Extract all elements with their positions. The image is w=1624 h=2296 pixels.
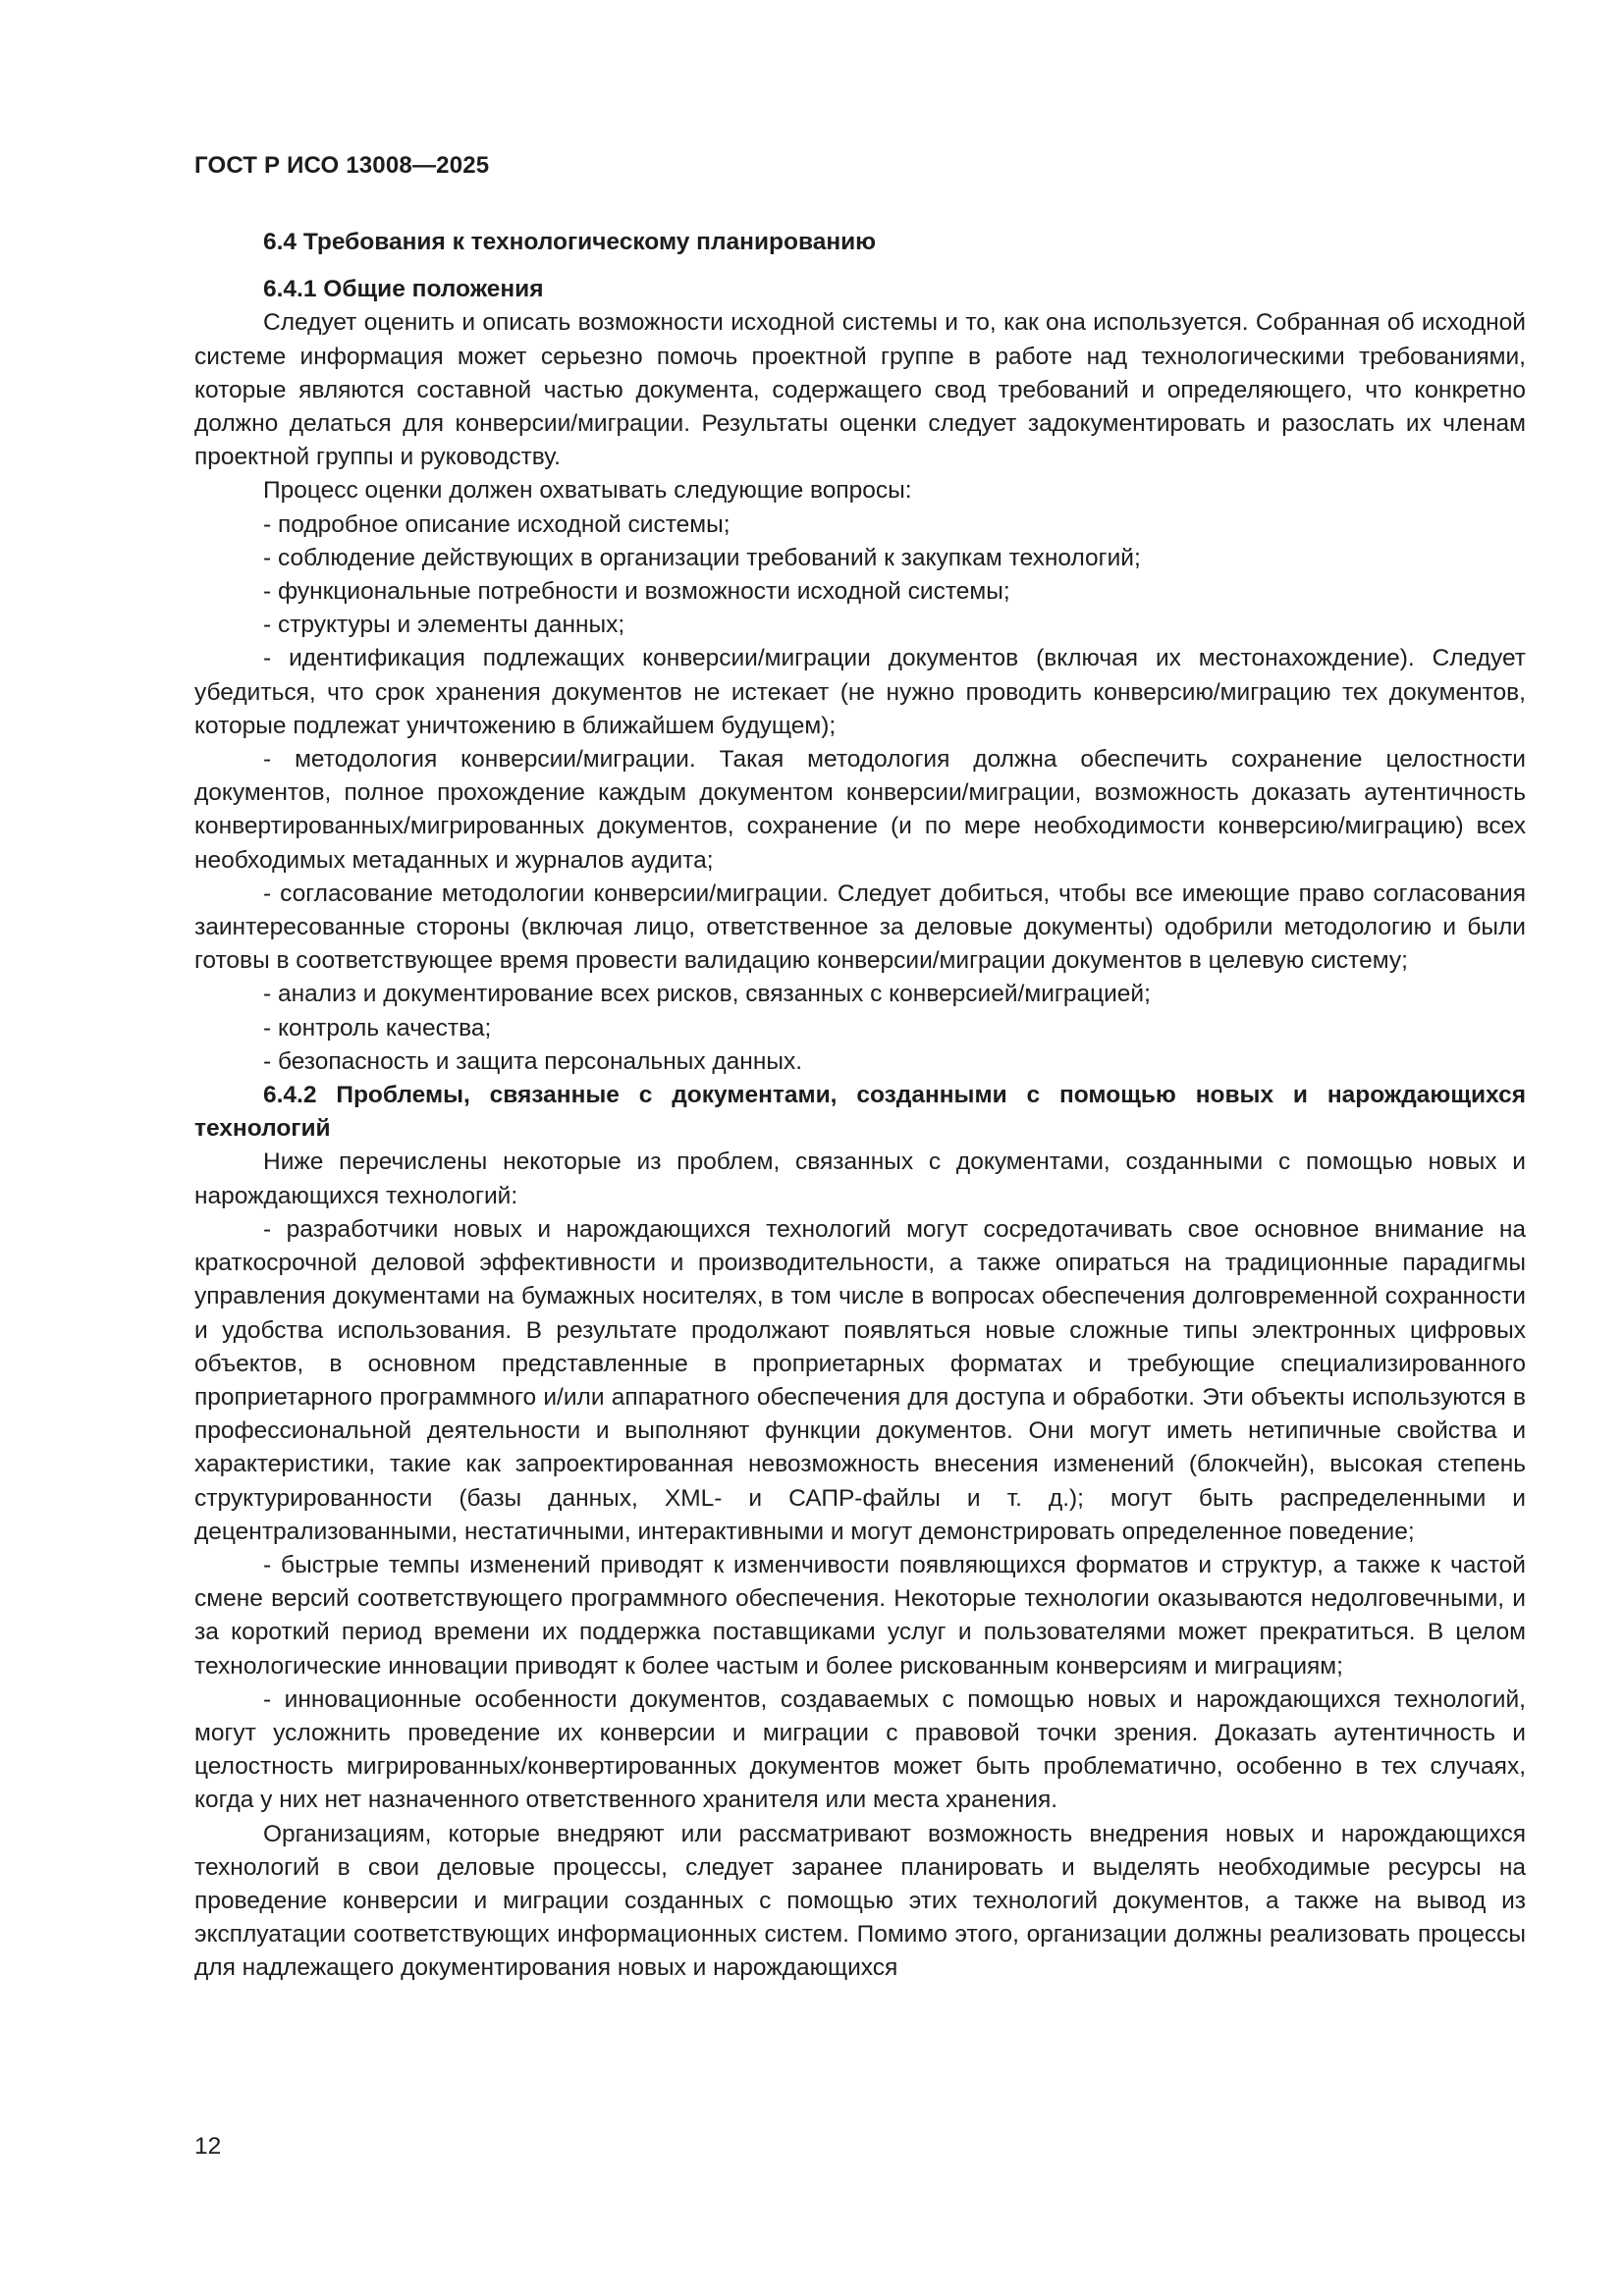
list-item: - функциональные потребности и возможности исходной системы; [263,578,1010,606]
section-6-4-2-closing: Организациям, которые внедряют или рассматривают возможность внедрения новых и нарождающихся технологий в свои деловые процессы, следует заранее планировать и выделять необходимые ресурсы на проведение конверсии и миграции созданных с помощью этих технологий документов, а также на вывод из эксплуатации соответствующих информационных систем. Помимо этого, организации должны реализовать процессы для надлежащего документирования новых и нарождающихся [194,1820,1526,1982]
list-item: - разработчики новых и нарождающихся технологий могут сосредотачивать свое основное внимание на краткосрочной деловой эффективности и производительности, а также опираться на традиционные парадигмы управления документами на бумажных носителях, в том числе в вопросах обеспечения долговременной сохранности и удобства использования. В результате продолжают появляться новые сложные типы электронных цифровых объектов, в основном представленные в проприетарных форматах и требующие специализированного проприетарного программного и/или аппаратного обеспечения для доступа и обработки. Эти объекты используются в профессиональной деятельности и выполняют функции документов. Они могут иметь нетипичные свойства и характеристики, такие как запроектированная невозможность внесения изменений (блокчейн), высокая степень структурированности (базы данных, XML- и САПР-файлы и т. д.); могут быть распределенными и децентрализованными, нестатичными, интерактивными и могут демонстрировать определенное поведение; [194,1215,1526,1545]
section-6-4-2-heading: 6.4.2 Проблемы, связанные с документами, созданными с помощью новых и нарождающихся технологий [194,1082,1526,1143]
section-6-4-1-lead: Процесс оценки должен охватывать следующие вопросы: [263,477,912,505]
section-6-4-1-heading: 6.4.1 Общие положения [263,276,544,303]
list-item: - анализ и документирование всех рисков, связанных с конверсией/миграцией; [263,981,1151,1008]
section-6-4-heading: 6.4 Требования к технологическому планированию [263,229,877,255]
section-6-4-2-intro: Ниже перечислены некоторые из проблем, связанных с документами, созданными с помощью новых и нарождающихся технологий: [194,1148,1526,1209]
section-6-4-1-intro: Следует оценить и описать возможности исходной системы и то, как она используется. Собранная об исходной системе информация может серьезно помочь проектной группе в работе над технологическими требованиями, которые являются составной частью документа, содержащего свод требований и определяющего, что конкретно должно делаться для конверсии/миграции. Результаты оценки следует задокументировать и разослать их членам проектной группы и руководству. [194,309,1526,471]
list-item: - структуры и элементы данных; [263,612,625,639]
list-item: - идентификация подлежащих конверсии/миграции документов (включая их местонахождение). Следует убедиться, что срок хранения документов не истекает (не нужно проводить конверсию/миграцию тех документов, которые подлежат уничтожению в ближайшем будущем); [194,645,1526,739]
list-item: - безопасность и защита персональных данных. [263,1047,803,1075]
list-item: - быстрые темпы изменений приводят к изменчивости появляющихся форматов и структур, а также к частой смене версий соответствующего программного обеспечения. Некоторые технологии оказываются недолговечными, и за короткий период времени их поддержка поставщиками услуг и пользователями может прекратиться. В целом технологические инновации приводят к более частым и более рискованным конверсиям и миграциям; [194,1551,1526,1680]
page-number: 12 [194,2133,222,2160]
list-item: - подробное описание исходной системы; [263,510,731,538]
list-item: - методология конверсии/миграции. Такая методология должна обеспечить сохранение целостности документов, полное прохождение каждым документом конверсии/миграции, возможность доказать аутентичность конвертированных/мигрированных документов, сохранение (и по мере необходимости конверсию/миграцию) всех необходимых метаданных и журналов аудита; [194,746,1526,874]
list-item: - соблюдение действующих в организации требований к закупкам технологий; [263,544,1141,571]
document-header: ГОСТ Р ИСО 13008—2025 [194,152,490,179]
list-item: - согласование методологии конверсии/миграции. Следует добиться, чтобы все имеющие право согласования заинтересованные стороны (включая лицо, ответственное за деловые документы) одобрили методологию и были готовы в соответствующее время провести валидацию конверсии/миграции документов в целевую систему; [194,880,1526,975]
document-body [194,226,1526,1986]
list-item: - инновационные особенности документов, создаваемых с помощью новых и нарождающихся технологий, могут усложнить проведение их конверсии и миграции с правовой точки зрения. Доказать аутентичность и целостность мигрированных/конвертированных документов может быть проблематично, особенно в тех случаях, когда у них нет назначенного ответственного хранителя или места хранения. [194,1685,1526,1814]
list-item: - контроль качества; [263,1014,492,1041]
